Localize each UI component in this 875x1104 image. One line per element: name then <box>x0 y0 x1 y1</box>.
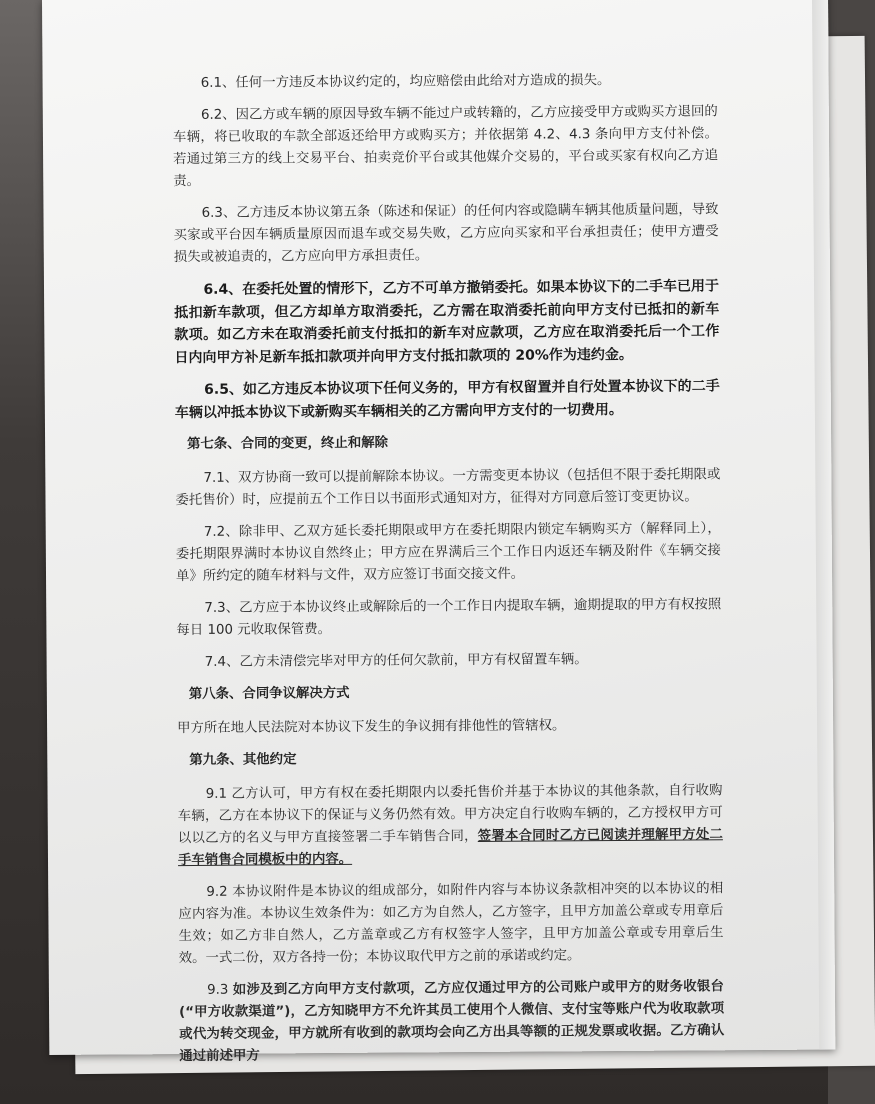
clause-9-1-text: 9.1 乙方认可，甲方有权在委托期限内以委托售价并基于本协议的其他条款，自行收购车辆，乙方在本协议下的保证与义务仍然有效。甲方决定自行收购车辆的，乙方授权甲方可以以乙方的名义与甲方直接签署二手车销售合同， <box>177 783 723 847</box>
clause-6-5: 6.5、如乙方违反本协议项下任何义务的，甲方有权留置并自行处置本协议下的二手车辆以冲抵本协议下或新购买车辆相关的乙方需向甲方支付的一切费用。 <box>174 378 720 421</box>
clause-9-1-underlined: 签署本合同时乙方已阅读并理解甲方处二手车销售合同模板中的内容。 <box>177 827 723 869</box>
clause-9-2: 9.2 本协议附件是本协议的组成部分，如附件内容与本协议条款相冲突的以本协议的相应内容为准。本协议生效条件为：如乙方为自然人，乙方签字，且甲方加盖公章或专用章后生效；如乙方非自然人，乙方盖章或乙方有权签字人签字，且甲方加盖公章或专用章后生效。一式二份，双方各持一份；本协议取代甲方之前的承诺或约定。 <box>178 881 724 967</box>
clause-6-2: 6.2、因乙方或车辆的原因导致车辆不能过户或转籍的，乙方应接受甲方或购买方退回的车辆，将已收取的车款全部返还给甲方或购买方；并依据第 4.2、4.3 条向甲方支付补偿。 若通过第三方的线上交易平台、拍卖竞价平台或其他媒介交易的，平台或买家有权向乙方追责。 <box>172 104 719 190</box>
clause-6-4: 6.4、在委托处置的情形下，乙方不可单方撤销委托。如果本协议下的二手车已用于抵扣新车款项，但乙方却单方取消委托，乙方需在取消委托前向甲方支付已抵扣的新车款项。如乙方未在取消委托前支付抵扣的新车对应款项，乙方应在取消委托后一个工作日内向甲方补足新车抵扣款项并向甲方支付抵扣款项的 20%作为违约金。 <box>174 278 720 366</box>
document-body <box>173 69 725 1078</box>
article-9-heading: 第九条、其他约定 <box>189 752 297 768</box>
document-page <box>42 0 835 1065</box>
clause-7-2: 7.2、除非甲、乙双方延长委托期限或甲方在委托期限内锁定车辆购买方（解释同上），委托期限界满时本协议自然终止；甲方应在界满后三个工作日内返还车辆及附件《车辆交接单》所约定的随车材料与文件，双方应签订书面交接文件。 <box>175 521 721 585</box>
clause-8-1: 甲方所在地人民法院对本协议下发生的争议拥有排他性的管辖权。 <box>177 718 566 737</box>
clause-9-3 <box>179 976 725 1068</box>
clause-6-1: 6.1、任何一方违反本协议约定的，均应赔偿由此给对方造成的损失。 <box>200 73 611 91</box>
article-7-heading: 第七条、合同的变更，终止和解除 <box>187 435 389 452</box>
clause-6-3: 6.3、乙方违反本协议第五条（陈述和保证）的任何内容或隐瞒车辆其他质量问题，导致买家或平台因车辆质量原因而退车或交易失败，乙方应向买家和平台承担责任；使甲方遭受损失或被追责的，乙方应向甲方承担责任。 <box>173 202 719 266</box>
clause-9-3-text: 如涉及到乙方向甲方支付款项，乙方应仅通过甲方的公司账户或甲方的财务收银台(“甲方收款渠道”)，乙方知晓甲方不允许其员工使用个人微信、支付宝等账户代为收取款项或代为转交现金，甲方就所有收到的款项均会向乙方出具等额的正规发票或收据。乙方确认通过前述甲方 <box>179 979 725 1065</box>
clause-9-1 <box>177 780 723 872</box>
clause-7-4: 7.4、乙方未清偿完毕对甲方的任何欠款前，甲方有权留置车辆。 <box>204 652 588 670</box>
clause-7-3: 7.3、乙方应于本协议终止或解除后的一个工作日内提取车辆，逾期提取的甲方有权按照每日 100 元收取保管费。 <box>176 597 722 639</box>
clause-7-1: 7.1、双方协商一致可以提前解除本协议。一方需变更本协议（包括但不限于委托期限或委托售价）时，应提前五个工作日以书面形式通知对方，征得对方同意后签订变更协议。 <box>175 467 721 509</box>
article-8-heading: 第八条、合同争议解决方式 <box>188 685 350 702</box>
clause-9-3-number: 9.3 <box>206 982 233 998</box>
